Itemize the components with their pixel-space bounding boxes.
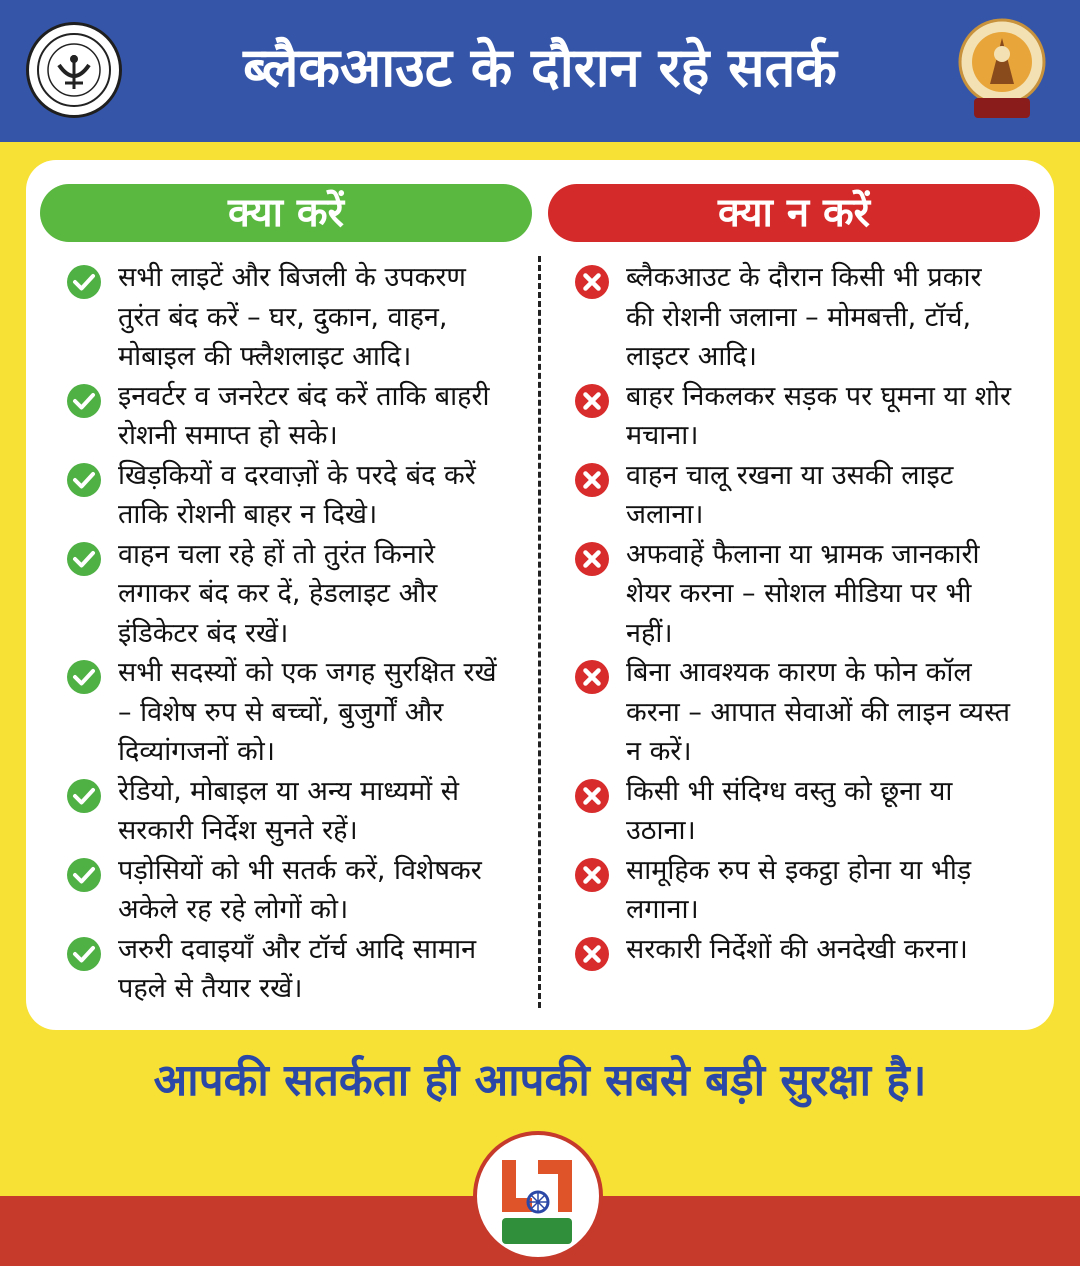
- check-circle-icon: [66, 659, 102, 695]
- do-item: [66, 535, 506, 654]
- dont-item-text: वाहन चालू रखना या उसकी लाइट जलाना।: [626, 459, 954, 530]
- cross-circle-icon: [574, 541, 610, 577]
- dont-item-text: अफवाहें फैलाना या भ्रामक जानकारी शेयर करना – सोशल मीडिया पर भी नहीं।: [626, 538, 980, 649]
- do-heading: क्या करें: [40, 184, 532, 242]
- do-item-text: सभी लाइटें और बिजली के उपकरण तुरंत बंद करें – घर, दुकान, वाहन, मोबाइल की फ्लैशलाइट आदि।: [118, 262, 466, 372]
- dont-item: [574, 930, 1014, 970]
- dont-item: [574, 456, 1014, 535]
- cross-circle-icon: [574, 462, 610, 498]
- do-item: [66, 377, 506, 456]
- do-item: [66, 851, 506, 930]
- check-circle-icon: [66, 541, 102, 577]
- dont-item: [574, 851, 1014, 930]
- cross-circle-icon: [574, 659, 610, 695]
- dont-item: [574, 653, 1014, 772]
- do-item: [66, 258, 506, 377]
- dont-item-text: ब्लैकआउट के दौरान किसी भी प्रकार की रोशनी जलाना – मोमबत्ती, टॉर्च, लाइटर आदि।: [626, 262, 982, 372]
- dont-item-text: बाहर निकलकर सड़क पर घूमना या शोर मचाना।: [626, 380, 1012, 451]
- dont-list: [574, 258, 1014, 969]
- cross-circle-icon: [574, 778, 610, 814]
- up-government-emblem-logo: [26, 22, 122, 118]
- dont-item: [574, 535, 1014, 654]
- do-item-text: जरुरी दवाइयाँ और टॉर्च आदि सामान पहले से तैयार रखें।: [118, 933, 477, 1004]
- check-circle-icon: [66, 264, 102, 300]
- do-item: [66, 456, 506, 535]
- header-banner: [0, 0, 1080, 142]
- uttar-pradesh-logo: [472, 1130, 604, 1262]
- dont-heading: क्या न करें: [548, 184, 1040, 242]
- do-item-text: सभी सदस्यों को एक जगह सुरक्षित रखें – विशेष रुप से बच्चों, बुजुर्गों और दिव्यांगजनों को।: [118, 657, 497, 767]
- check-circle-icon: [66, 778, 102, 814]
- do-item-text: खिड़कियों व दरवाज़ों के परदे बंद करें ताकि रोशनी बाहर न दिखे।: [118, 459, 476, 530]
- page-title: ब्लैकआउट के दौरान रहे सतर्क: [243, 36, 837, 99]
- do-item: [66, 772, 506, 851]
- do-item-text: इनवर्टर व जनरेटर बंद करें ताकि बाहरी रोशनी समाप्त हो सके।: [118, 380, 490, 451]
- check-circle-icon: [66, 936, 102, 972]
- guidelines-card: [26, 160, 1054, 1030]
- column-divider: [538, 256, 541, 1008]
- do-item-text: पड़ोसियों को भी सतर्क करें, विशेषकर अकेले रह रहे लोगों को।: [118, 854, 482, 925]
- do-item: [66, 930, 506, 1009]
- check-circle-icon: [66, 383, 102, 419]
- dont-item-text: सरकारी निर्देशों की अनदेखी करना।: [626, 933, 968, 965]
- dont-item-text: किसी भी संदिग्ध वस्तु को छूना या उठाना।: [626, 775, 953, 846]
- do-item-text: रेडियो, मोबाइल या अन्य माध्यमों से सरकारी निर्देश सुनते रहें।: [118, 775, 459, 846]
- do-list: [66, 258, 506, 1009]
- cross-circle-icon: [574, 264, 610, 300]
- dont-item-text: सामूहिक रुप से इकट्ठा होना या भीड़ लगाना।: [626, 854, 972, 925]
- cross-circle-icon: [574, 383, 610, 419]
- cross-circle-icon: [574, 857, 610, 893]
- police-emblem-logo: [952, 14, 1052, 124]
- dont-item: [574, 772, 1014, 851]
- check-circle-icon: [66, 462, 102, 498]
- cross-circle-icon: [574, 936, 610, 972]
- do-item: [66, 653, 506, 772]
- safety-tagline: आपकी सतर्कता ही आपकी सबसे बड़ी सुरक्षा है।: [153, 1055, 927, 1106]
- dont-item-text: बिना आवश्यक कारण के फोन कॉल करना – आपात सेवाओं की लाइन व्यस्त न करें।: [626, 657, 1010, 767]
- check-circle-icon: [66, 857, 102, 893]
- dont-item: [574, 258, 1014, 377]
- dont-item: [574, 377, 1014, 456]
- do-item-text: वाहन चला रहे हों तो तुरंत किनारे लगाकर बंद कर दें, हेडलाइट और इंडिकेटर बंद रखें।: [118, 538, 438, 649]
